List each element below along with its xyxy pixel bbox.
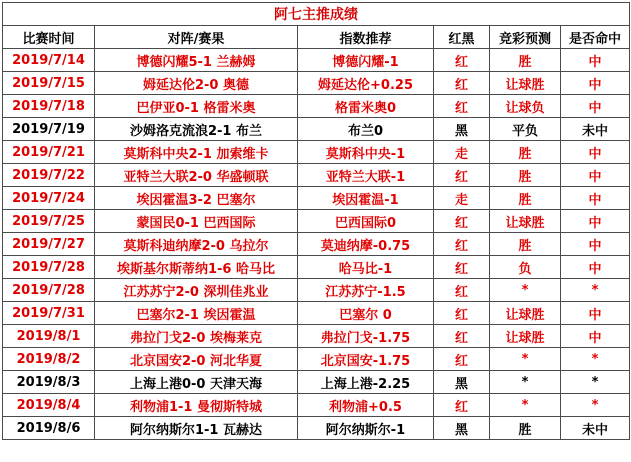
cell-predict: 胜 (490, 141, 561, 164)
cell-match: 埃斯基尔斯蒂纳1-6 哈马比 (95, 256, 298, 279)
cell-tip: 亚特兰大联-1 (298, 164, 434, 187)
cell-date: 2019/7/24 (3, 187, 95, 210)
cell-predict: 负 (490, 256, 561, 279)
cell-tip: 弗拉门戈-1.75 (298, 325, 434, 348)
cell-date: 2019/8/1 (3, 325, 95, 348)
cell-hit: 中 (561, 233, 630, 256)
cell-result: 红 (434, 302, 490, 325)
cell-match: 莫斯科中央2-1 加索维卡 (95, 141, 298, 164)
title-row (3, 3, 630, 26)
cell-tip: 哈马比-1 (298, 256, 434, 279)
cell-date: 2019/7/27 (3, 233, 95, 256)
cell-hit: * (561, 394, 630, 417)
cell-result: 黑 (434, 371, 490, 394)
cell-match: 利物浦1-1 曼彻斯特城 (95, 394, 298, 417)
cell-tip: 阿尔纳斯尔-1 (298, 417, 434, 440)
cell-tip: 姆延达伦+0.25 (298, 72, 434, 95)
cell-result: 红 (434, 210, 490, 233)
cell-date: 2019/7/14 (3, 49, 95, 72)
cell-date: 2019/7/19 (3, 118, 95, 141)
cell-predict: 胜 (490, 417, 561, 440)
cell-hit: 中 (561, 95, 630, 118)
cell-result: 黑 (434, 118, 490, 141)
table-row (3, 348, 630, 371)
cell-tip: 巴西国际0 (298, 210, 434, 233)
cell-predict: 胜 (490, 187, 561, 210)
table-row (3, 371, 630, 394)
table-row (3, 417, 630, 440)
cell-hit: 中 (561, 256, 630, 279)
cell-result: 红 (434, 394, 490, 417)
cell-predict: 让球负 (490, 95, 561, 118)
cell-predict: 让球胜 (490, 210, 561, 233)
cell-hit: * (561, 371, 630, 394)
cell-date: 2019/8/6 (3, 417, 95, 440)
header-predict: 竞彩预测 (490, 26, 561, 49)
header-hit: 是否命中 (561, 26, 630, 49)
cell-tip: 巴塞尔 0 (298, 302, 434, 325)
header-date: 比赛时间 (3, 26, 95, 49)
cell-hit: 中 (561, 325, 630, 348)
cell-match: 蒙国民0-1 巴西国际 (95, 210, 298, 233)
cell-predict: 胜 (490, 233, 561, 256)
cell-date: 2019/7/22 (3, 164, 95, 187)
cell-tip: 布兰0 (298, 118, 434, 141)
cell-match: 巴伊亚0-1 格雷米奥 (95, 95, 298, 118)
table-row (3, 95, 630, 118)
table-row (3, 164, 630, 187)
cell-predict: 胜 (490, 49, 561, 72)
cell-date: 2019/7/28 (3, 279, 95, 302)
cell-result: 走 (434, 187, 490, 210)
cell-predict: 让球胜 (490, 325, 561, 348)
cell-predict: 平负 (490, 118, 561, 141)
header-row (3, 26, 630, 49)
cell-result: 红 (434, 256, 490, 279)
header-match: 对阵/赛果 (95, 26, 298, 49)
results-sheet (2, 2, 629, 460)
cell-result: 红 (434, 279, 490, 302)
cell-match: 博德闪耀5-1 兰赫姆 (95, 49, 298, 72)
table-row (3, 49, 630, 72)
cell-result: 红 (434, 348, 490, 371)
cell-result: 走 (434, 141, 490, 164)
table-row (3, 118, 630, 141)
cell-match: 阿尔纳斯尔1-1 瓦赫达 (95, 417, 298, 440)
cell-predict: * (490, 371, 561, 394)
table-row (3, 302, 630, 325)
cell-result: 红 (434, 325, 490, 348)
cell-predict: 胜 (490, 164, 561, 187)
cell-date: 2019/8/2 (3, 348, 95, 371)
cell-predict: 让球胜 (490, 72, 561, 95)
cell-tip: 上海上港-2.25 (298, 371, 434, 394)
cell-hit: 中 (561, 302, 630, 325)
cell-date: 2019/7/31 (3, 302, 95, 325)
cell-tip: 北京国安-1.75 (298, 348, 434, 371)
cell-result: 黑 (434, 417, 490, 440)
header-result: 红黑 (434, 26, 490, 49)
cell-hit: 中 (561, 210, 630, 233)
table-row (3, 141, 630, 164)
cell-tip: 莫斯科中央-1 (298, 141, 434, 164)
cell-date: 2019/8/3 (3, 371, 95, 394)
cell-match: 上海上港0-0 天津天海 (95, 371, 298, 394)
cell-date: 2019/7/21 (3, 141, 95, 164)
results-table (2, 2, 630, 440)
cell-date: 2019/7/18 (3, 95, 95, 118)
table-row (3, 394, 630, 417)
cell-date: 2019/7/28 (3, 256, 95, 279)
table-row (3, 325, 630, 348)
table-row (3, 72, 630, 95)
cell-hit: 中 (561, 187, 630, 210)
cell-predict: * (490, 394, 561, 417)
cell-hit: 中 (561, 164, 630, 187)
cell-hit: * (561, 348, 630, 371)
cell-result: 红 (434, 49, 490, 72)
cell-match: 江苏苏宁2-0 深圳佳兆业 (95, 279, 298, 302)
cell-tip: 埃因霍温-1 (298, 187, 434, 210)
cell-result: 红 (434, 95, 490, 118)
cell-match: 莫斯科迪纳摩2-0 乌拉尔 (95, 233, 298, 256)
cell-date: 2019/8/4 (3, 394, 95, 417)
cell-match: 弗拉门戈2-0 埃梅莱克 (95, 325, 298, 348)
cell-hit: 未中 (561, 118, 630, 141)
table-row (3, 233, 630, 256)
header-tip: 指数推荐 (298, 26, 434, 49)
cell-tip: 利物浦+0.5 (298, 394, 434, 417)
table-row (3, 187, 630, 210)
cell-hit: 中 (561, 49, 630, 72)
cell-hit: 中 (561, 72, 630, 95)
cell-date: 2019/7/25 (3, 210, 95, 233)
cell-result: 红 (434, 164, 490, 187)
table-row (3, 210, 630, 233)
cell-tip: 格雷米奥0 (298, 95, 434, 118)
cell-date: 2019/7/15 (3, 72, 95, 95)
cell-match: 埃因霍温3-2 巴塞尔 (95, 187, 298, 210)
cell-match: 亚特兰大联2-0 华盛顿联 (95, 164, 298, 187)
cell-result: 红 (434, 233, 490, 256)
cell-tip: 博德闪耀-1 (298, 49, 434, 72)
table-row (3, 256, 630, 279)
cell-predict: * (490, 279, 561, 302)
cell-predict: * (490, 348, 561, 371)
table-row (3, 279, 630, 302)
cell-tip: 莫迪纳摩-0.75 (298, 233, 434, 256)
cell-tip: 江苏苏宁-1.5 (298, 279, 434, 302)
cell-hit: 未中 (561, 417, 630, 440)
cell-match: 沙姆洛克流浪2-1 布兰 (95, 118, 298, 141)
cell-result: 红 (434, 72, 490, 95)
cell-match: 姆延达伦2-0 奥德 (95, 72, 298, 95)
table-title: 阿七主推成绩 (3, 3, 630, 26)
cell-hit: 中 (561, 141, 630, 164)
cell-match: 北京国安2-0 河北华夏 (95, 348, 298, 371)
cell-hit: * (561, 279, 630, 302)
cell-predict: 让球胜 (490, 302, 561, 325)
cell-match: 巴塞尔2-1 埃因霍温 (95, 302, 298, 325)
